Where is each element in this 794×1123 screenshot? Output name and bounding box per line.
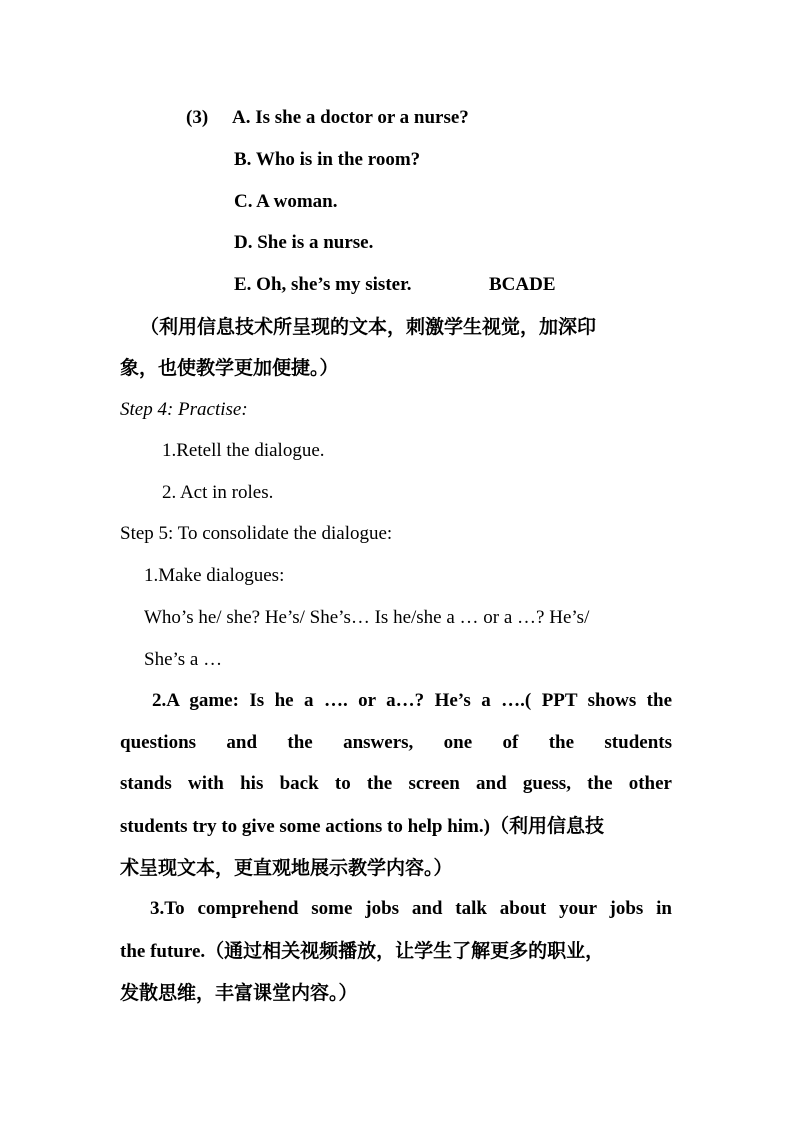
step5-item-2-line-2: questions and the answers, one of the students: [120, 732, 672, 753]
answer-sequence: BCADE: [489, 274, 556, 295]
question-number: (3): [186, 107, 209, 128]
step5-title: Step 5: To consolidate the dialogue:: [120, 523, 393, 544]
step5-item-1: 1.Make dialogues:: [144, 565, 285, 586]
step4-title: Step 4: Practise:: [120, 399, 248, 420]
option-a: A. Is she a doctor or a nurse?: [232, 107, 469, 128]
step5-item-2-line-4: [120, 814, 604, 839]
step5-item-2-line-3: stands with his back to the screen and guess, the other: [120, 773, 672, 794]
step5-item-3-line-1: 3.To comprehend some jobs and talk about your jobs in: [150, 898, 672, 919]
step5-item-3-line-2: [120, 939, 604, 964]
step4-item-1: 1.Retell the dialogue.: [162, 440, 325, 461]
option-b: B. Who is in the room?: [234, 149, 421, 170]
step5-item-2-line-4-en: students try to give some actions to help him.): [120, 816, 490, 837]
step5-item-3-line-3: 发散思维，丰富课堂内容。）: [120, 982, 358, 1004]
step5-item-1-line-2: She’s a …: [144, 649, 223, 670]
step5-item-3-line-2-en: the future.: [120, 941, 206, 962]
step5-item-2-line-5: 术呈现文本，更直观地展示教学内容。）: [120, 857, 453, 879]
option-d: D. She is a nurse.: [234, 232, 374, 253]
step4-item-2: 2. Act in roles.: [162, 482, 274, 503]
note-line-2: 象，也使教学更加便捷。）: [120, 357, 339, 379]
step5-item-2-line-4-cn: （利用信息技: [489, 815, 604, 837]
option-e: E. Oh, she’s my sister.: [234, 274, 412, 295]
option-c: C. A woman.: [234, 191, 338, 212]
note-line-1: （利用信息技术所呈现的文本，刺激学生视觉，加深印: [140, 316, 597, 338]
step5-item-3-line-2-cn: （通过相关视频播放，让学生了解更多的职业，: [205, 940, 605, 962]
step5-item-1-line-1: Who’s he/ she? He’s/ She’s… Is he/she a … or a …? He’s/: [144, 607, 590, 628]
step5-item-2-line-1: 2.A game: Is he a …. or a…? He’s a ….( PPT shows the: [152, 690, 672, 711]
